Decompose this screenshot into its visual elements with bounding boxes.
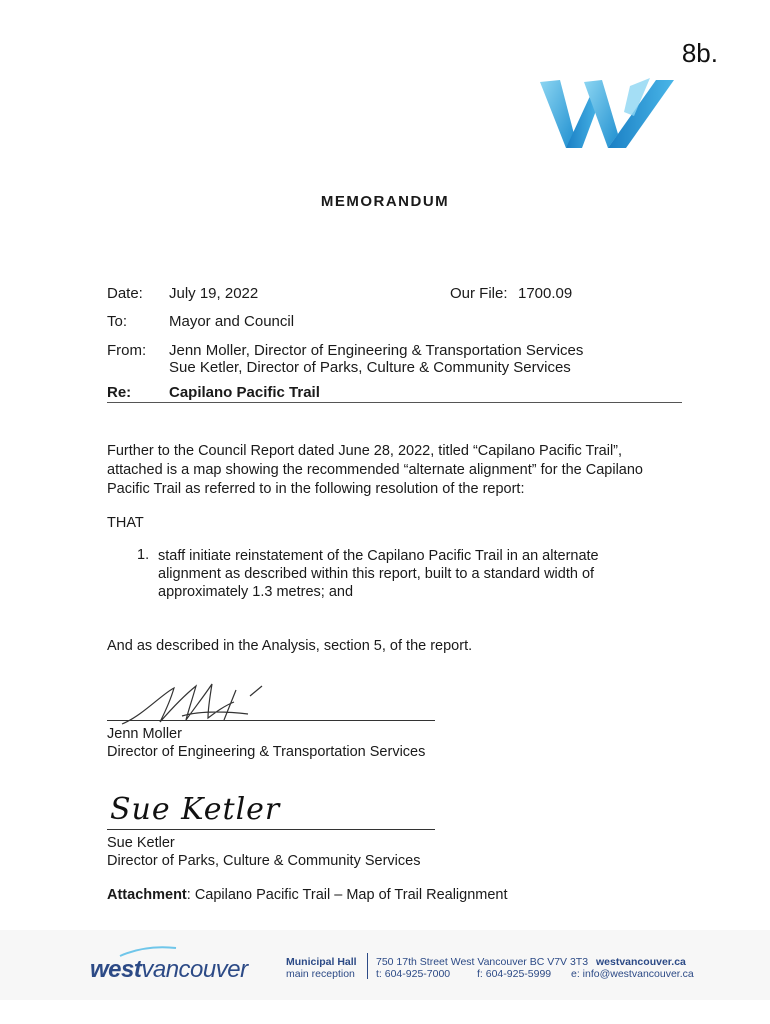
footer-hall-line-1: Municipal Hall (286, 956, 357, 968)
memo-title: MEMORANDUM (320, 193, 450, 210)
footer-email-link[interactable]: e: info@westvancouver.ca (571, 968, 694, 980)
attachment-line (107, 886, 682, 905)
from-line-2: Sue Ketler, Director of Parks, Culture & Community Services (169, 359, 571, 376)
footer-divider (367, 953, 368, 979)
footer-logo-vancouver: vancouver (141, 956, 248, 983)
agenda-item-number: 8b. (681, 38, 718, 68)
from-line-1: Jenn Moller, Director of Engineering & Transportation Services (169, 342, 584, 359)
list-item-line-3: approximately 1.3 metres; and (158, 584, 354, 600)
footer-fax: f: 604-925-5999 (477, 968, 552, 980)
to-label: To: (107, 313, 128, 330)
footer-logo-west: west (90, 956, 142, 983)
from-label: From: (107, 342, 147, 359)
west-vancouver-w-logo (538, 76, 678, 151)
intro-line-2: attached is a map showing the recommended “alternate alignment” for the Capilano (107, 462, 643, 478)
signature-line-1 (107, 720, 435, 721)
footer-hall-line-2: main reception (286, 968, 355, 980)
list-item-line-1: staff initiate reinstatement of the Capilano Pacific Trail in an alternate (158, 548, 599, 564)
list-item-number: 1. (137, 547, 150, 563)
footer-website-link[interactable]: westvancouver.ca (596, 956, 686, 968)
intro-line-1: Further to the Council Report dated June 28, 2022, titled “Capilano Pacific Trail”, (107, 443, 623, 459)
signature-line-2 (107, 829, 435, 830)
intro-line-3: Pacific Trail as referred to in the following resolution of the report: (107, 481, 525, 497)
attachment-text: : Capilano Pacific Trail – Map of Trail Realignment (186, 887, 508, 903)
signature-ketler: Sue Ketler (110, 792, 281, 827)
that-heading: THAT (107, 515, 144, 531)
footer-address: 750 17th Street West Vancouver BC V7V 3T3 (376, 956, 589, 968)
footer-municipal-hall (286, 956, 357, 980)
date-value: July 19, 2022 (169, 285, 259, 302)
signer-1-title: Director of Engineering & Transportation Services (107, 744, 426, 760)
signer-2-title: Director of Parks, Culture & Community Services (107, 853, 421, 869)
re-label: Re: (107, 384, 132, 401)
closing-paragraph: And as described in the Analysis, section 5, of the report. (107, 638, 473, 654)
list-item-line-2: alignment as described within this report, built to a standard width of (158, 566, 595, 582)
footer-logo-wordmark (90, 956, 248, 984)
footer-phone: t: 604-925-7000 (376, 968, 451, 980)
file-value: 1700.09 (518, 285, 573, 302)
header-divider (107, 402, 682, 403)
to-value: Mayor and Council (169, 313, 295, 330)
file-label: Our File: (450, 285, 508, 302)
signer-1-name: Jenn Moller (107, 726, 182, 742)
date-label: Date: (107, 285, 143, 302)
signer-2-name: Sue Ketler (107, 835, 175, 851)
attachment-label: Attachment (107, 887, 187, 903)
re-value: Capilano Pacific Trail (169, 384, 320, 401)
